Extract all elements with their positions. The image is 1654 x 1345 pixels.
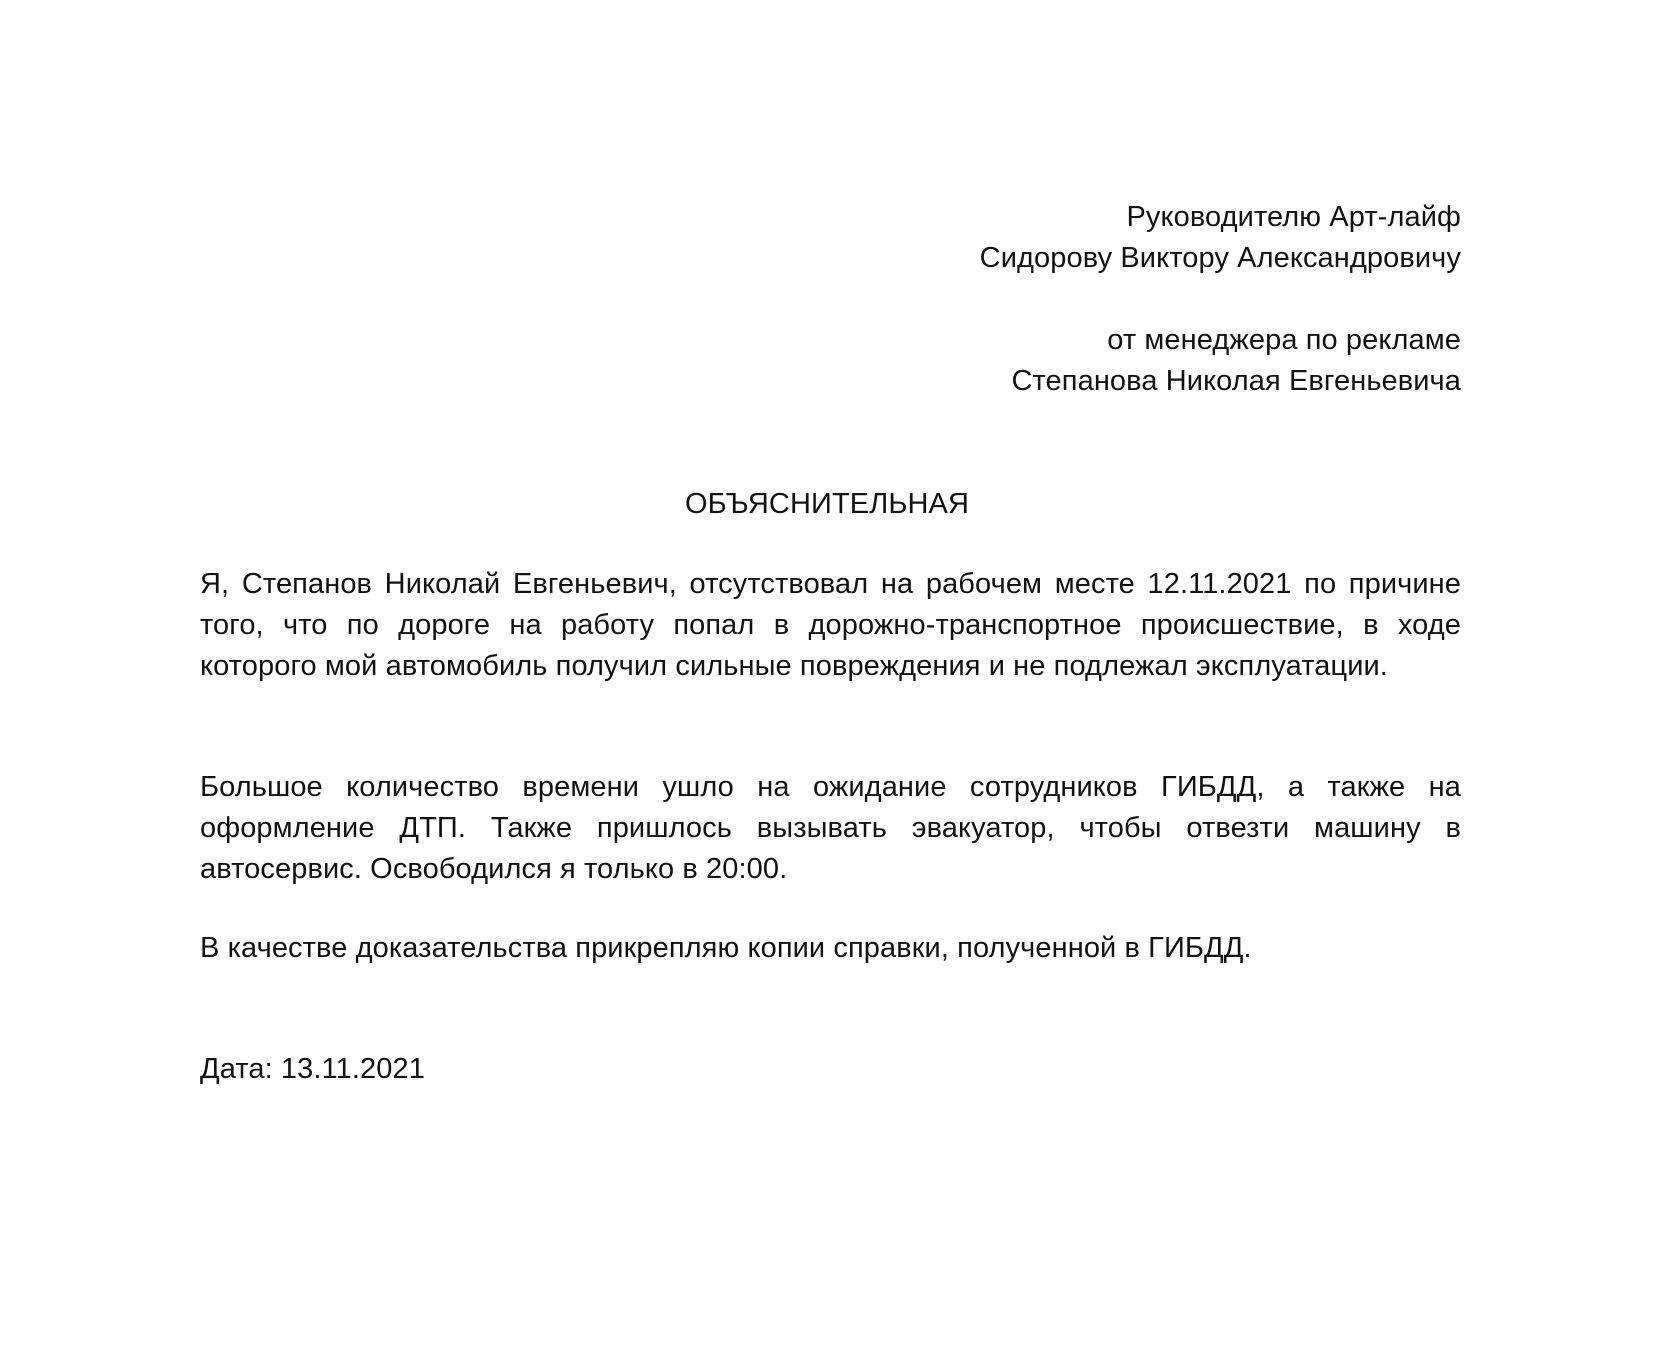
addressee-block bbox=[561, 197, 1461, 279]
body-paragraph-1: Я, Степанов Николай Евгеньевич, отсутствовал на рабочем месте 12.11.2021 по причине того, что по дороге на работу попал в дорожно-транспортное происшествие, в ходе которого мой автомобиль получил сильные повреждения и не подлежал эксплуатации. bbox=[200, 568, 1461, 682]
document-title: ОБЪЯСНИТЕЛЬНАЯ bbox=[684, 488, 970, 520]
sender-name: Степанова Николая Евгеньевича bbox=[1011, 365, 1461, 397]
body-paragraph-3: В качестве доказательства прикрепляю копии справки, полученной в ГИБДД. bbox=[200, 932, 1252, 964]
body-paragraph-2: Большое количество времени ушло на ожидание сотрудников ГИБДД, а также на оформление ДТП. Также пришлось вызывать эвакуатор, чтобы отвезти машину в автосервис. Освободился я только в 20:00. bbox=[200, 771, 1461, 885]
sender-block bbox=[561, 320, 1461, 402]
document-date: Дата: 13.11.2021 bbox=[200, 1053, 425, 1085]
sender-position: от менеджера по рекламе bbox=[1107, 324, 1461, 356]
addressee-position: Руководителю Арт-лайф bbox=[1126, 201, 1461, 233]
addressee-name: Сидорову Виктору Александровичу bbox=[979, 242, 1461, 274]
